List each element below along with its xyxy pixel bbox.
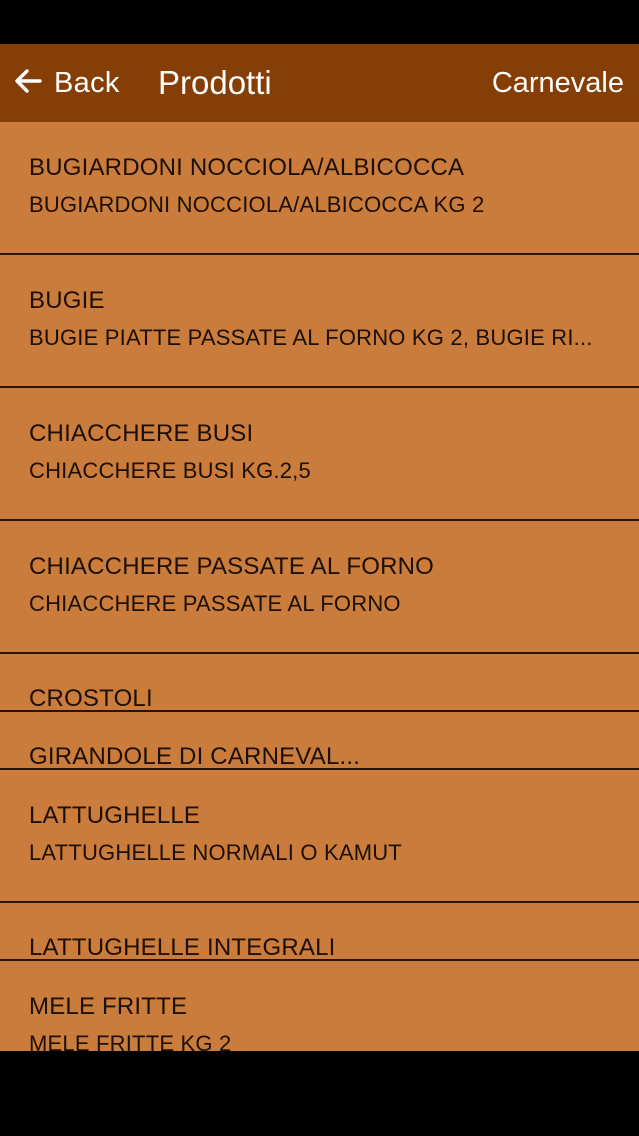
item-title: MELE FRITTE <box>29 993 188 1020</box>
back-label: Back <box>54 66 120 99</box>
list-item[interactable] <box>0 712 639 770</box>
item-title: BUGIARDONI NOCCIOLA/ALBICOCCA <box>29 154 465 181</box>
navigation-bar <box>0 1051 639 1136</box>
page-title: Prodotti <box>158 64 272 101</box>
item-title: GIRANDOLE DI CARNEVAL... <box>29 743 361 770</box>
item-title: CROSTOLI <box>29 685 153 712</box>
item-title: LATTUGHELLE <box>29 802 201 829</box>
list-item[interactable] <box>0 961 639 1051</box>
category-button[interactable]: Carnevale <box>491 67 624 99</box>
status-bar <box>0 0 639 44</box>
item-subtitle: CHIACCHERE BUSI KG.2,5 <box>29 458 311 483</box>
item-subtitle: CHIACCHERE PASSATE AL FORNO <box>29 591 401 616</box>
header-bar <box>0 44 639 122</box>
list-item[interactable] <box>0 654 639 712</box>
item-subtitle: LATTUGHELLE NORMALI O KAMUT <box>29 840 402 865</box>
item-title: CHIACCHERE BUSI <box>29 420 254 447</box>
list-item[interactable] <box>0 521 639 654</box>
list-item[interactable] <box>0 122 639 255</box>
item-title: BUGIE <box>29 287 105 314</box>
arrow-left-icon <box>12 65 44 102</box>
item-subtitle: BUGIARDONI NOCCIOLA/ALBICOCCA KG 2 <box>29 192 485 217</box>
list-item[interactable] <box>0 255 639 388</box>
list-item[interactable] <box>0 388 639 521</box>
item-subtitle: BUGIE PIATTE PASSATE AL FORNO KG 2, BUGIE RI... <box>29 325 593 350</box>
back-button[interactable] <box>12 44 120 122</box>
item-title: LATTUGHELLE INTEGRALI <box>29 934 336 961</box>
product-list[interactable] <box>0 122 639 1051</box>
list-item[interactable] <box>0 770 639 903</box>
item-title: CHIACCHERE PASSATE AL FORNO <box>29 553 435 580</box>
list-item[interactable] <box>0 903 639 961</box>
item-subtitle: MELE FRITTE KG 2 <box>29 1031 232 1051</box>
